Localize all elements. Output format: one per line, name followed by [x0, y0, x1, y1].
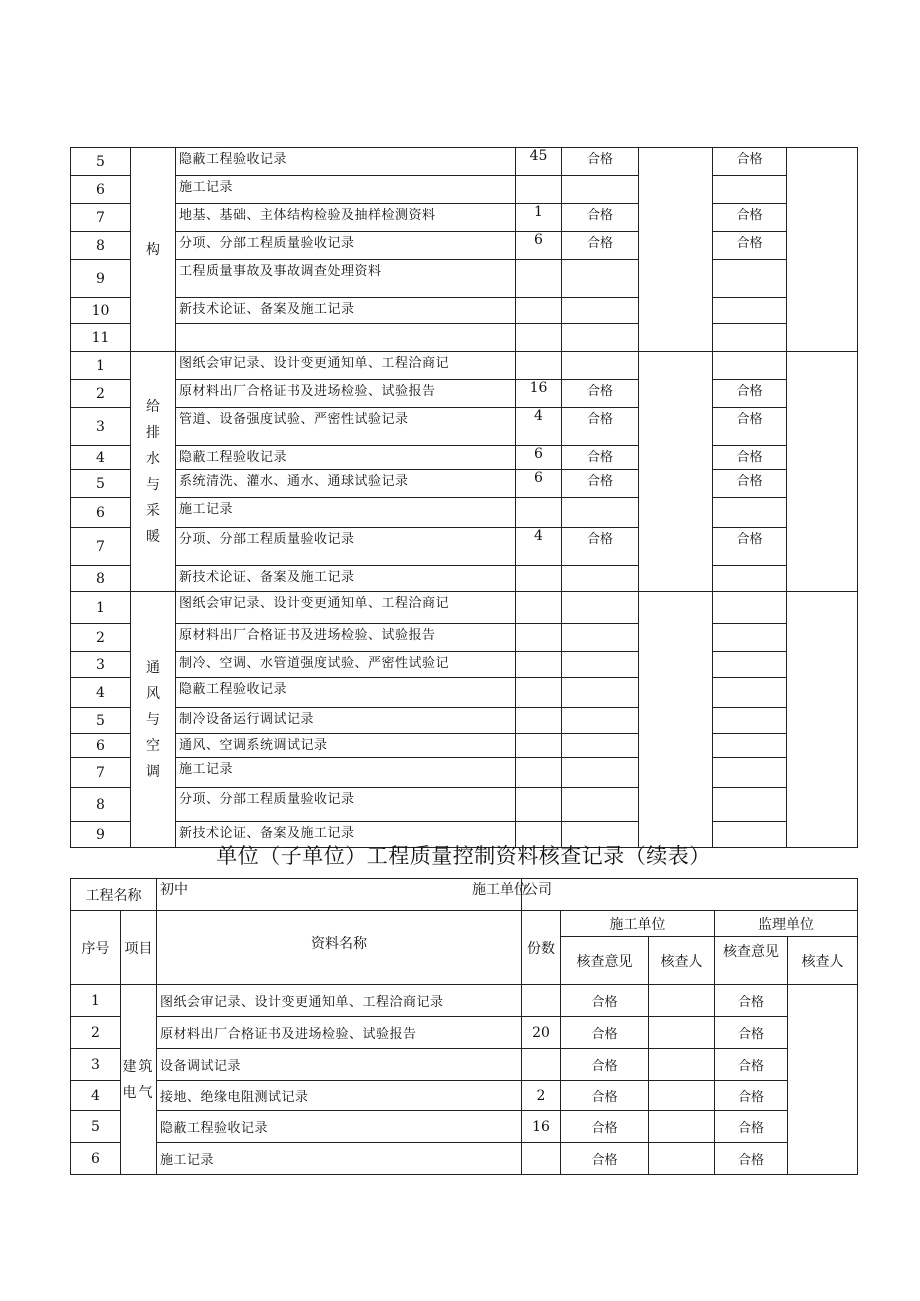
copies-count — [516, 624, 562, 652]
row-number: 5 — [71, 1111, 121, 1143]
supervisor-opinion: 合格 — [713, 470, 787, 498]
table-row — [71, 592, 858, 624]
project-info-row — [71, 879, 858, 911]
row-number: 10 — [71, 298, 131, 324]
supervisor-checker — [787, 148, 858, 352]
group-label — [121, 985, 157, 1175]
document-name: 施工记录 — [176, 498, 516, 528]
document-name: 隐蔽工程验收记录 — [176, 678, 516, 708]
row-number: 5 — [71, 148, 131, 176]
row-number: 1 — [71, 985, 121, 1017]
project-name-value: 初中 — [160, 882, 188, 898]
contractor-opinion — [562, 324, 639, 352]
supervisor-opinion: 合格 — [715, 1111, 788, 1143]
copies-count: 6 — [516, 232, 562, 260]
row-number: 7 — [71, 758, 131, 788]
row-number: 4 — [71, 678, 131, 708]
table-row — [71, 788, 858, 822]
project-name-label: 工程名称 — [71, 879, 157, 911]
contractor-label: 施工单位 — [472, 882, 528, 898]
document-name: 地基、基础、主体结构检验及抽样检测资料 — [176, 204, 516, 232]
document-name: 隐蔽工程验收记录 — [176, 446, 516, 470]
document-name: 设备调试记录 — [157, 1049, 522, 1081]
row-number: 7 — [71, 204, 131, 232]
col-header-contractor-checker: 核查人 — [649, 937, 715, 985]
document-name: 分项、分部工程质量验收记录 — [176, 788, 516, 822]
copies-count: 4 — [516, 528, 562, 566]
group-label-text: 给排水与采暖 — [146, 398, 160, 545]
col-header-item: 项目 — [121, 911, 157, 985]
row-number: 3 — [71, 1049, 121, 1081]
document-name: 原材料出厂合格证书及进场检验、试验报告 — [157, 1017, 522, 1049]
document-name: 隐蔽工程验收记录 — [157, 1111, 522, 1143]
group-label-text: 通风与空调 — [146, 659, 160, 780]
supervisor-opinion — [713, 708, 787, 734]
table-row — [71, 708, 858, 734]
supervisor-checker — [788, 985, 858, 1175]
supervisor-opinion — [713, 298, 787, 324]
contractor-checker — [649, 1111, 715, 1143]
contractor-opinion: 合格 — [562, 204, 639, 232]
copies-count: 2 — [522, 1081, 561, 1111]
row-number: 6 — [71, 176, 131, 204]
contractor-opinion — [562, 298, 639, 324]
contractor-checker — [649, 1081, 715, 1111]
contractor-opinion: 合格 — [562, 408, 639, 446]
group-label-text: 构 — [146, 241, 160, 258]
supervisor-opinion — [713, 176, 787, 204]
group-label — [131, 352, 176, 592]
supervisor-opinion — [713, 260, 787, 298]
copies-count: 4 — [516, 408, 562, 446]
row-number: 9 — [71, 822, 131, 848]
quality-records-table-continued — [70, 147, 858, 848]
row-number: 1 — [71, 352, 131, 380]
row-number: 2 — [71, 624, 131, 652]
table-row — [71, 734, 858, 758]
document-name: 接地、绝缘电阻测试记录 — [157, 1081, 522, 1111]
document-name: 分项、分部工程质量验收记录 — [176, 232, 516, 260]
document-name: 施工记录 — [176, 758, 516, 788]
supervisor-opinion: 合格 — [713, 408, 787, 446]
table-row — [71, 148, 858, 176]
row-number: 7 — [71, 528, 131, 566]
table-row — [71, 380, 858, 408]
document-name: 原材料出厂合格证书及进场检验、试验报告 — [176, 624, 516, 652]
contractor-opinion: 合格 — [561, 1049, 649, 1081]
col-header-contractor: 施工单位 — [561, 911, 715, 937]
document-name — [176, 324, 516, 352]
supervisor-opinion: 合格 — [715, 985, 788, 1017]
copies-count — [516, 176, 562, 204]
table-row — [71, 408, 858, 446]
document-name: 施工记录 — [176, 176, 516, 204]
supervisor-opinion: 合格 — [713, 232, 787, 260]
table-row — [71, 1081, 858, 1111]
table-row — [71, 204, 858, 232]
table-row — [71, 758, 858, 788]
contractor-opinion: 合格 — [561, 985, 649, 1017]
col-header-no: 序号 — [71, 911, 121, 985]
copies-count: 45 — [516, 148, 562, 176]
contractor-opinion — [562, 176, 639, 204]
table-row — [71, 1049, 858, 1081]
page-heading: 单位（子单位）工程质量控制资料核查记录（续表） — [216, 844, 711, 868]
copies-count — [522, 985, 561, 1017]
contractor-opinion — [562, 624, 639, 652]
row-number: 9 — [71, 260, 131, 298]
copies-count: 16 — [516, 380, 562, 408]
table-row — [71, 624, 858, 652]
supervisor-opinion: 合格 — [713, 446, 787, 470]
copies-count — [516, 652, 562, 678]
table-row — [71, 298, 858, 324]
contractor-value: 公司 — [522, 879, 858, 911]
row-number: 4 — [71, 446, 131, 470]
row-number: 6 — [71, 498, 131, 528]
contractor-opinion — [562, 758, 639, 788]
table-row — [71, 176, 858, 204]
table-row — [71, 232, 858, 260]
supervisor-opinion: 合格 — [715, 1017, 788, 1049]
contractor-checker — [639, 592, 713, 848]
contractor-checker — [649, 1049, 715, 1081]
document-name: 系统清洗、灌水、通水、通球试验记录 — [176, 470, 516, 498]
row-number: 1 — [71, 592, 131, 624]
supervisor-opinion — [713, 498, 787, 528]
row-number: 4 — [71, 1081, 121, 1111]
supervisor-opinion — [713, 624, 787, 652]
copies-count — [516, 708, 562, 734]
table-row — [71, 985, 858, 1017]
contractor-opinion: 合格 — [562, 232, 639, 260]
table-row — [71, 1143, 858, 1175]
header-row-1 — [71, 911, 858, 937]
contractor-checker — [649, 985, 715, 1017]
row-number: 6 — [71, 1143, 121, 1175]
table-row — [71, 324, 858, 352]
contractor-checker — [649, 1143, 715, 1175]
col-header-contractor-opinion: 核查意见 — [561, 937, 649, 985]
contractor-opinion — [562, 788, 639, 822]
contractor-opinion: 合格 — [562, 148, 639, 176]
copies-count — [516, 260, 562, 298]
contractor-opinion: 合格 — [562, 380, 639, 408]
contractor-opinion — [562, 592, 639, 624]
document-name: 新技术论证、备案及施工记录 — [176, 566, 516, 592]
contractor-opinion — [562, 498, 639, 528]
copies-count — [516, 678, 562, 708]
contractor-checker — [639, 352, 713, 592]
row-number: 3 — [71, 408, 131, 446]
contractor-opinion — [562, 708, 639, 734]
supervisor-opinion: 合格 — [715, 1081, 788, 1111]
contractor-checker — [639, 148, 713, 352]
table-row — [71, 352, 858, 380]
document-name: 通风、空调系统调试记录 — [176, 734, 516, 758]
supervisor-opinion: 合格 — [713, 380, 787, 408]
col-header-doc-name: 资料名称 — [157, 911, 522, 985]
copies-count: 16 — [522, 1111, 561, 1143]
supervisor-opinion — [713, 758, 787, 788]
contractor-opinion — [562, 260, 639, 298]
contractor-opinion: 合格 — [562, 470, 639, 498]
copies-count — [516, 324, 562, 352]
document-name: 新技术论证、备案及施工记录 — [176, 298, 516, 324]
supervisor-opinion: 合格 — [713, 528, 787, 566]
contractor-opinion — [562, 352, 639, 380]
copies-count — [516, 498, 562, 528]
supervisor-opinion — [713, 566, 787, 592]
supervisor-opinion: 合格 — [715, 1143, 788, 1175]
row-number: 6 — [71, 734, 131, 758]
table-row — [71, 446, 858, 470]
row-number: 8 — [71, 788, 131, 822]
document-name: 原材料出厂合格证书及进场检验、试验报告 — [176, 380, 516, 408]
copies-count — [516, 566, 562, 592]
table-row — [71, 1111, 858, 1143]
document-name: 施工记录 — [157, 1143, 522, 1175]
row-number: 5 — [71, 708, 131, 734]
copies-count: 6 — [516, 470, 562, 498]
group-label-text: 建筑电气 — [122, 1058, 155, 1101]
contractor-checker — [649, 1017, 715, 1049]
row-number: 8 — [71, 566, 131, 592]
copies-count: 1 — [516, 204, 562, 232]
contractor-opinion — [562, 734, 639, 758]
group-label — [131, 592, 176, 848]
document-name: 管道、设备强度试验、严密性试验记录 — [176, 408, 516, 446]
table-row — [71, 498, 858, 528]
supervisor-checker — [787, 352, 858, 592]
contractor-opinion — [562, 652, 639, 678]
col-header-supervisor-opinion: 核查意见 — [715, 937, 788, 985]
quality-records-table — [70, 878, 858, 1175]
copies-count — [516, 788, 562, 822]
contractor-opinion: 合格 — [562, 528, 639, 566]
copies-count — [516, 734, 562, 758]
table-row — [71, 652, 858, 678]
row-number: 3 — [71, 652, 131, 678]
contractor-opinion: 合格 — [561, 1081, 649, 1111]
supervisor-opinion — [713, 324, 787, 352]
col-header-supervisor: 监理单位 — [715, 911, 858, 937]
col-header-supervisor-checker: 核查人 — [788, 937, 858, 985]
contractor-opinion — [562, 678, 639, 708]
document-name: 制冷、空调、水管道强度试验、严密性试验记 — [176, 652, 516, 678]
supervisor-opinion: 合格 — [713, 148, 787, 176]
document-name: 图纸会审记录、设计变更通知单、工程洽商记录 — [157, 985, 522, 1017]
document-name: 隐蔽工程验收记录 — [176, 148, 516, 176]
supervisor-opinion — [713, 592, 787, 624]
copies-count — [516, 298, 562, 324]
row-number: 8 — [71, 232, 131, 260]
row-number: 2 — [71, 380, 131, 408]
supervisor-opinion: 合格 — [713, 204, 787, 232]
row-number: 2 — [71, 1017, 121, 1049]
table-row — [71, 260, 858, 298]
table-row — [71, 528, 858, 566]
row-number: 11 — [71, 324, 131, 352]
copies-count — [522, 1049, 561, 1081]
document-name: 工程质量事故及事故调查处理资料 — [176, 260, 516, 298]
document-name: 分项、分部工程质量验收记录 — [176, 528, 516, 566]
supervisor-opinion — [713, 788, 787, 822]
contractor-opinion: 合格 — [562, 446, 639, 470]
table-row — [71, 470, 858, 498]
supervisor-checker — [787, 592, 858, 848]
supervisor-opinion — [713, 734, 787, 758]
copies-count — [516, 758, 562, 788]
supervisor-opinion — [713, 652, 787, 678]
table-row — [71, 566, 858, 592]
document-name: 新技术论证、备案及施工记录 — [176, 822, 516, 848]
table-row — [71, 678, 858, 708]
row-number: 5 — [71, 470, 131, 498]
table-row — [71, 1017, 858, 1049]
col-header-count: 份数 — [522, 911, 561, 985]
supervisor-opinion — [713, 678, 787, 708]
document-name: 图纸会审记录、设计变更通知单、工程洽商记 — [176, 592, 516, 624]
copies-count — [522, 1143, 561, 1175]
copies-count: 6 — [516, 446, 562, 470]
contractor-opinion: 合格 — [561, 1143, 649, 1175]
group-label — [131, 148, 176, 352]
contractor-opinion: 合格 — [561, 1111, 649, 1143]
contractor-opinion — [562, 566, 639, 592]
contractor-opinion: 合格 — [561, 1017, 649, 1049]
supervisor-opinion: 合格 — [715, 1049, 788, 1081]
document-name: 图纸会审记录、设计变更通知单、工程洽商记 — [176, 352, 516, 380]
copies-count: 20 — [522, 1017, 561, 1049]
supervisor-opinion — [713, 352, 787, 380]
copies-count — [516, 592, 562, 624]
document-name: 制冷设备运行调试记录 — [176, 708, 516, 734]
copies-count — [516, 352, 562, 380]
